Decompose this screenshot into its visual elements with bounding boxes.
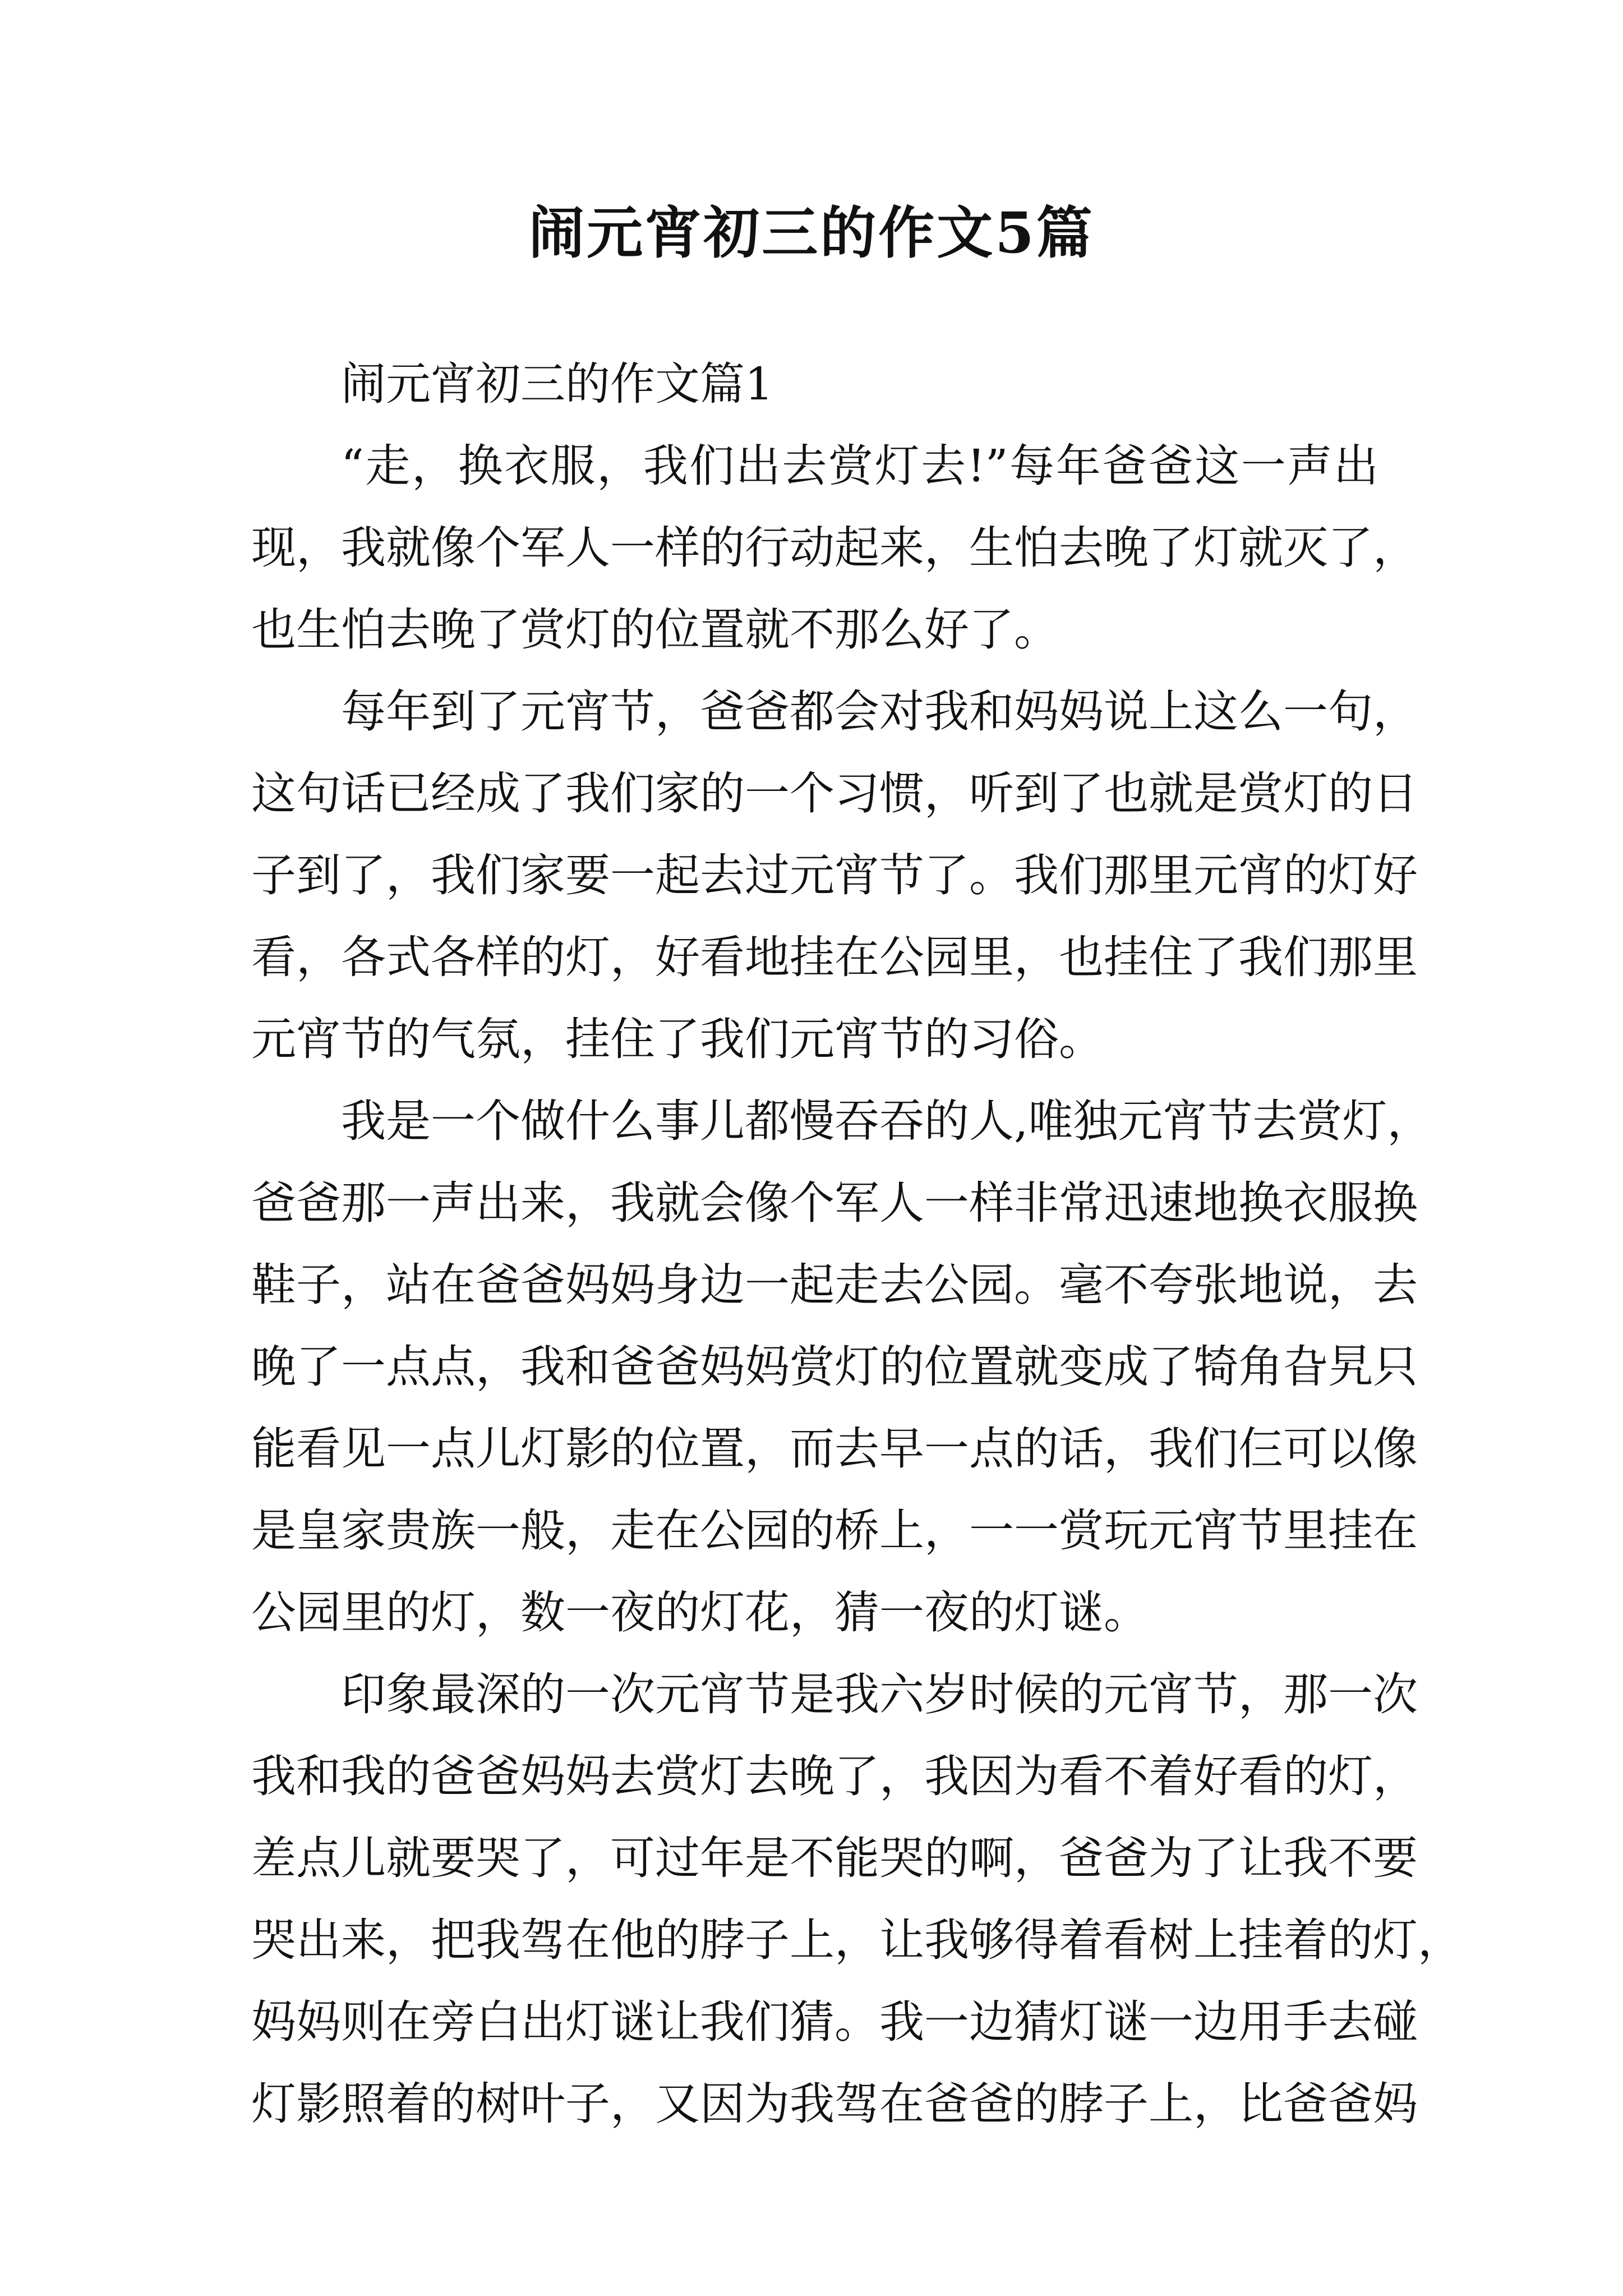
- paragraph-line: 能看见一点儿灯影的位置，而去早一点的话，我们仨可以像: [251, 1423, 1418, 1475]
- paragraph-line: 公园里的灯，数一夜的灯花，猜一夜的灯谜。: [251, 1586, 1149, 1639]
- paragraph-line: 是皇家贵族一般，走在公园的桥上，一一赏玩元宵节里挂在: [251, 1504, 1418, 1557]
- paragraph-line: 我是一个做什么事儿都慢吞吞的人,唯独元宵节去赏灯，: [341, 1095, 1432, 1147]
- paragraph-line: 差点儿就要哭了，可过年是不能哭的啊，爸爸为了让我不要: [251, 1832, 1418, 1884]
- paragraph-line: 妈妈则在旁白出灯谜让我们猜。我一边猜灯谜一边用手去碰: [251, 1996, 1418, 2048]
- paragraph-line: 印象最深的一次元宵节是我六岁时候的元宵节，那一次: [341, 1668, 1418, 1720]
- paragraph-line: 哭出来，把我驾在他的脖子上，让我够得着看树上挂着的灯，: [251, 1914, 1463, 1966]
- paragraph-line: 爸爸那一声出来，我就会像个军人一样非常迅速地换衣服换: [251, 1177, 1418, 1229]
- paragraph-line: 鞋子，站在爸爸妈妈身边一起走去公园。毫不夸张地说，去: [251, 1259, 1418, 1311]
- document-body: [251, 343, 1463, 2145]
- document-title: 闹元宵初三的作文5篇: [528, 200, 1095, 266]
- section-heading: 闹元宵初三的作文篇1: [341, 358, 773, 410]
- paragraph-line: 现，我就像个军人一样的行动起来，生怕去晚了灯就灭了，: [251, 522, 1418, 574]
- paragraph-line: “走，换衣服，我们出去赏灯去!”每年爸爸这一声出: [341, 440, 1378, 492]
- paragraph-line: 灯影照着的树叶子，又因为我驾在爸爸的脖子上，比爸爸妈: [251, 2078, 1418, 2130]
- paragraph-line: 我和我的爸爸妈妈去赏灯去晚了，我因为看不着好看的灯，: [251, 1750, 1418, 1802]
- paragraph-line: 元宵节的气氛，挂住了我们元宵节的习俗。: [251, 1013, 1104, 1065]
- paragraph-line: 晚了一点点，我和爸爸妈妈赏灯的位置就变成了犄角旮旯只: [251, 1341, 1418, 1393]
- paragraph-line: 看，各式各样的灯，好看地挂在公园里，也挂住了我们那里: [251, 931, 1418, 983]
- paragraph-line: 也生怕去晚了赏灯的位置就不那么好了。: [251, 604, 1059, 656]
- paragraph-line: 子到了，我们家要一起去过元宵节了。我们那里元宵的灯好: [251, 849, 1418, 901]
- paragraph-line: 这句话已经成了我们家的一个习惯，听到了也就是赏灯的日: [251, 767, 1418, 820]
- paragraph-line: 每年到了元宵节，爸爸都会对我和妈妈说上这么一句，: [341, 685, 1418, 738]
